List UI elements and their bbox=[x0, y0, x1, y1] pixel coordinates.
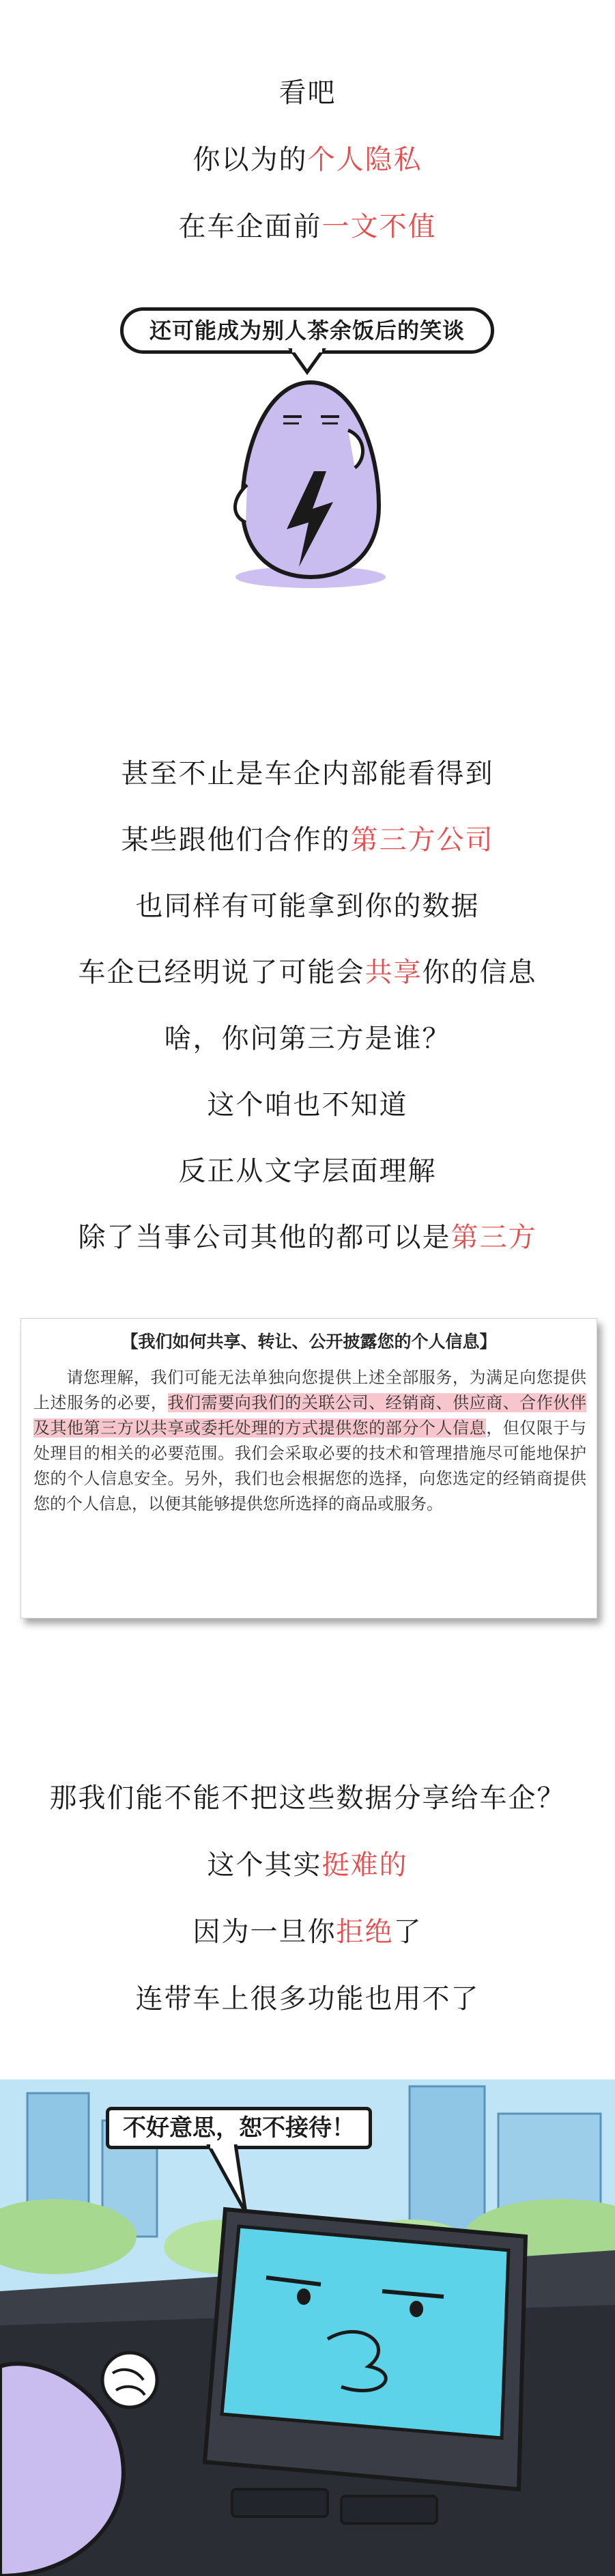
para2-highlight: 共享 bbox=[364, 957, 423, 988]
policy-text: ，但仅限于与处理目的相关的必要范围。我们会采取必要的技术和管理措施尽可能地保护您的个人信息安全。另外，我们也会根据您的选择，向您选定的经销商提供您的个人信息，以便其能够提供您所选择的商品或服务。 bbox=[33, 1418, 586, 1513]
para3-highlight: 挺难的 bbox=[321, 1849, 408, 1881]
para2-text: 这个咱也不知道 bbox=[207, 1089, 408, 1121]
speech-bubble-2-tail bbox=[205, 2144, 259, 2220]
para3-highlight: 拒绝 bbox=[336, 1916, 394, 1948]
para2-text: 啥，你问第三方是谁？ bbox=[164, 1023, 451, 1054]
policy-text: 请您理解，我们可能无法单独向您提供上述全部服务，为满足向您提供上述服务的必要， bbox=[33, 1368, 586, 1412]
para2-line-1 bbox=[0, 755, 615, 793]
speech-bubble-2 bbox=[106, 2107, 372, 2149]
policy-excerpt-body bbox=[33, 1365, 586, 1517]
para2-line-4 bbox=[0, 953, 615, 992]
para2-text: 甚至不止是车企内部能看得到 bbox=[121, 758, 494, 789]
para2-line-6 bbox=[0, 1086, 615, 1124]
para2-text: 车企已经明说了可能会 bbox=[78, 957, 365, 988]
intro-text: 看吧 bbox=[278, 77, 337, 109]
intro-line-1 bbox=[0, 74, 615, 112]
car-dashboard-illustration bbox=[0, 2080, 615, 2576]
para2-line-3 bbox=[0, 887, 615, 925]
para2-line-7 bbox=[0, 1152, 615, 1190]
intro-highlight: 一文不值 bbox=[321, 211, 437, 242]
intro-text: 在车企面前 bbox=[178, 211, 322, 242]
policy-excerpt-card bbox=[20, 1318, 597, 1619]
para2-line-5 bbox=[0, 1020, 615, 1058]
para3-text: 这个其实 bbox=[207, 1849, 322, 1881]
speech-bubble-text: 还可能成为别人茶余饭后的笑谈 bbox=[149, 318, 465, 344]
speech-bubble bbox=[120, 307, 494, 354]
para3-line-1 bbox=[0, 1779, 615, 1817]
para2-line-8 bbox=[0, 1218, 615, 1257]
para2-line-2 bbox=[0, 821, 615, 859]
intro-line-2 bbox=[0, 141, 615, 179]
para3-text: 连带车上很多功能也用不了 bbox=[135, 1983, 480, 2015]
intro-text: 你以为的 bbox=[192, 144, 308, 176]
para2-highlight: 第三方 bbox=[450, 1222, 537, 1253]
para3-text: 因为一旦你 bbox=[192, 1916, 337, 1948]
speech-bubble-2-text: 不好意思，恕不接待！ bbox=[123, 2114, 355, 2142]
policy-excerpt-title: 【我们如何共享、转让、公开披露您的个人信息】 bbox=[121, 1332, 497, 1352]
para2-highlight: 第三方公司 bbox=[350, 824, 494, 856]
para3-text: 了 bbox=[393, 1916, 423, 1948]
para3-text: 那我们能不能不把这些数据分享给车企？ bbox=[49, 1782, 566, 1814]
policy-highlight: 我们需要向我们的关联公司、经销商、供应商、合作伙伴及其他第三方以共享或委托处理的方式提供您的部分个人信息 bbox=[33, 1393, 586, 1438]
para2-text: 反正从文字层面理解 bbox=[178, 1156, 437, 1187]
intro-highlight: 个人隐私 bbox=[307, 144, 423, 176]
para3-line-3 bbox=[0, 1913, 615, 1951]
para2-text: 除了当事公司其他的都可以是 bbox=[78, 1222, 451, 1253]
para3-line-2 bbox=[0, 1846, 615, 1884]
para2-text: 某些跟他们合作的 bbox=[121, 824, 351, 856]
intro-line-3 bbox=[0, 208, 615, 246]
para2-text: 也同样有可能拿到你的数据 bbox=[135, 891, 480, 922]
mascot-egg-icon bbox=[218, 369, 403, 594]
para2-text: 你的信息 bbox=[422, 957, 537, 988]
para3-line-4 bbox=[0, 1980, 615, 2018]
